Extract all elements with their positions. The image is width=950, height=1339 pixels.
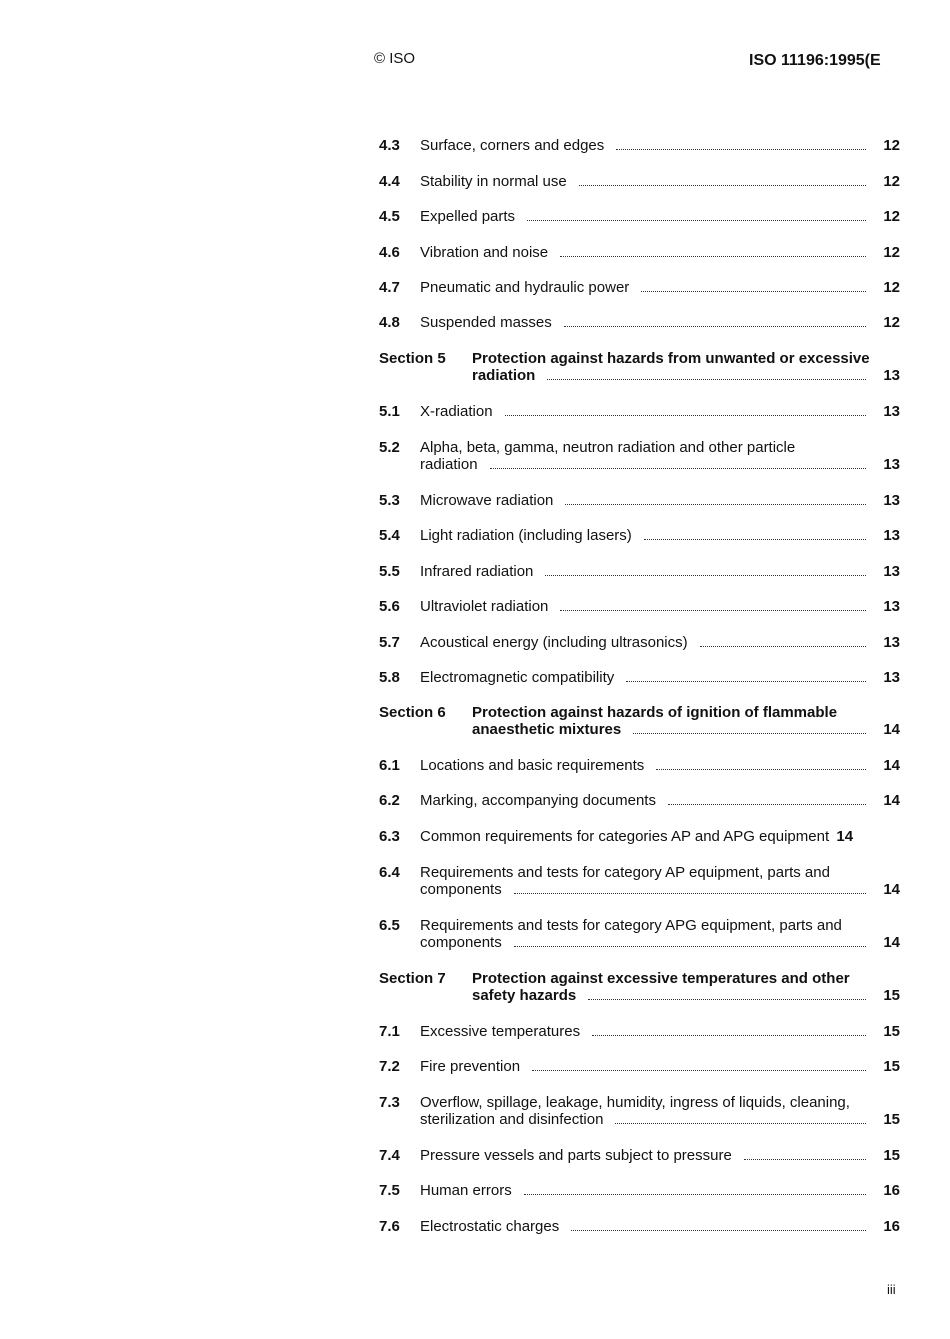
toc-title: Electrostatic charges <box>420 1218 560 1235</box>
toc-page: 13 <box>883 563 900 580</box>
leader-dots <box>615 1123 866 1124</box>
toc-page: 15 <box>883 1147 900 1164</box>
toc-page: 12 <box>883 244 900 261</box>
toc-page: 16 <box>883 1218 900 1235</box>
leader-dots <box>524 1194 866 1195</box>
toc-title: Suspended masses <box>420 314 552 331</box>
toc-title-line: Alpha, beta, gamma, neutron radiation and other particle <box>420 439 796 456</box>
toc-title: Expelled parts <box>420 208 516 225</box>
toc-title: Common requirements for categories AP and APG equipment <box>420 828 830 845</box>
leader-dots <box>668 804 866 805</box>
toc-page: 14 <box>836 828 854 845</box>
toc-title: Microwave radiation <box>420 492 554 509</box>
toc-page: 15 <box>883 1023 900 1040</box>
toc-title: Ultraviolet radiation <box>420 598 549 615</box>
page-number: iii <box>887 1282 896 1297</box>
toc-title: components <box>420 934 502 951</box>
toc-page: 13 <box>883 456 900 473</box>
toc-title: Light radiation (including lasers) <box>420 527 632 544</box>
toc-number: 7.4 <box>379 1147 400 1164</box>
toc-title: Excessive temperatures <box>420 1023 581 1040</box>
leader-dots <box>532 1070 866 1071</box>
toc-title: Fire prevention <box>420 1058 521 1075</box>
leader-dots <box>626 681 866 682</box>
toc-page: 14 <box>883 757 900 774</box>
leader-dots <box>592 1035 866 1036</box>
toc-number: 7.5 <box>379 1182 400 1199</box>
toc-number: 4.4 <box>379 173 400 190</box>
toc-page: 15 <box>883 1058 900 1075</box>
toc-page: 14 <box>883 792 900 809</box>
leader-dots <box>564 326 866 327</box>
header-standard-number: ISO 11196:1995(E <box>749 52 881 69</box>
toc-number: 4.3 <box>379 137 400 154</box>
leader-dots <box>744 1159 866 1160</box>
toc-title: Pneumatic and hydraulic power <box>420 279 630 296</box>
section-title-end: anaesthetic mixtures <box>472 721 622 738</box>
toc-page: 14 <box>883 721 900 738</box>
toc-number: 5.3 <box>379 492 400 509</box>
leader-dots <box>588 999 866 1000</box>
leader-dots <box>633 733 866 734</box>
leader-dots <box>490 468 866 469</box>
leader-dots <box>560 256 866 257</box>
section-title-end: radiation <box>472 367 536 384</box>
leader-dots <box>545 575 866 576</box>
toc-number: 6.4 <box>379 864 400 881</box>
toc-number: 4.6 <box>379 244 400 261</box>
leader-dots <box>616 149 866 150</box>
section-title-line: Protection against hazards of ignition of flammable <box>472 704 838 721</box>
leader-dots <box>505 415 866 416</box>
toc-number: 5.7 <box>379 634 400 651</box>
toc-title: Acoustical energy (including ultrasonics) <box>420 634 688 651</box>
toc-page: 12 <box>883 279 900 296</box>
toc-number: 4.5 <box>379 208 400 225</box>
toc-number: 6.5 <box>379 917 400 934</box>
toc-page: 12 <box>883 173 900 190</box>
toc-page: 15 <box>883 987 900 1004</box>
toc-title: Human errors <box>420 1182 512 1199</box>
toc-number: 7.2 <box>379 1058 400 1075</box>
toc-page: 12 <box>883 314 900 331</box>
leader-dots <box>565 504 866 505</box>
toc-number: 4.8 <box>379 314 400 331</box>
toc-page: 13 <box>883 527 900 544</box>
toc-title: Electromagnetic compatibility <box>420 669 615 686</box>
toc-number: 7.6 <box>379 1218 400 1235</box>
toc-page: 12 <box>883 208 900 225</box>
header-copyright: © ISO <box>374 50 416 67</box>
leader-dots <box>547 379 866 380</box>
section-title-line: Protection against excessive temperatures and other <box>472 970 850 987</box>
toc-page: 13 <box>883 492 900 509</box>
toc-number: 7.3 <box>379 1094 400 1111</box>
toc-page: 14 <box>883 934 900 951</box>
leader-dots <box>560 610 866 611</box>
toc-number: 5.5 <box>379 563 400 580</box>
toc-number: 7.1 <box>379 1023 400 1040</box>
leader-dots <box>656 769 866 770</box>
table-of-contents <box>379 0 900 1339</box>
toc-page: 13 <box>883 634 900 651</box>
toc-number: 5.8 <box>379 669 400 686</box>
section-title-end: safety hazards <box>472 987 577 1004</box>
toc-number: 6.1 <box>379 757 400 774</box>
toc-number: 5.6 <box>379 598 400 615</box>
section-number: Section 7 <box>379 970 446 987</box>
toc-title: Surface, corners and edges <box>420 137 605 154</box>
leader-dots <box>644 539 866 540</box>
leader-dots <box>641 291 866 292</box>
toc-title-line: Overflow, spillage, leakage, humidity, ingress of liquids, cleaning, <box>420 1094 850 1111</box>
toc-title: sterilization and disinfection <box>420 1111 604 1128</box>
toc-page: 15 <box>883 1111 900 1128</box>
toc-number: 5.4 <box>379 527 400 544</box>
toc-number: 6.3 <box>379 828 400 845</box>
toc-title: radiation <box>420 456 478 473</box>
toc-title-line: Requirements and tests for category APG equipment, parts and <box>420 917 842 934</box>
toc-number: 6.2 <box>379 792 400 809</box>
toc-title: Stability in normal use <box>420 173 567 190</box>
leader-dots <box>514 946 866 947</box>
toc-page: 14 <box>883 881 900 898</box>
toc-page: 13 <box>883 598 900 615</box>
toc-number: 5.2 <box>379 439 400 456</box>
leader-dots <box>514 893 866 894</box>
toc-number: 5.1 <box>379 403 400 420</box>
leader-dots <box>579 185 866 186</box>
leader-dots <box>571 1230 866 1231</box>
toc-page: 16 <box>883 1182 900 1199</box>
toc-title: X-radiation <box>420 403 493 420</box>
toc-page: 13 <box>883 669 900 686</box>
toc-title: Marking, accompanying documents <box>420 792 656 809</box>
toc-title: Vibration and noise <box>420 244 549 261</box>
section-title-line: Protection against hazards from unwanted or excessive <box>472 350 870 367</box>
toc-title: Pressure vessels and parts subject to pressure <box>420 1147 732 1164</box>
leader-dots <box>527 220 866 221</box>
section-number: Section 5 <box>379 350 446 367</box>
leader-dots <box>700 646 866 647</box>
section-number: Section 6 <box>379 704 446 721</box>
toc-title-line: Requirements and tests for category AP equipment, parts and <box>420 864 830 881</box>
toc-page: 12 <box>883 137 900 154</box>
toc-title: Locations and basic requirements <box>420 757 645 774</box>
toc-title: Infrared radiation <box>420 563 534 580</box>
toc-title: components <box>420 881 502 898</box>
toc-page: 13 <box>883 367 900 384</box>
toc-number: 4.7 <box>379 279 400 296</box>
toc-page: 13 <box>883 403 900 420</box>
